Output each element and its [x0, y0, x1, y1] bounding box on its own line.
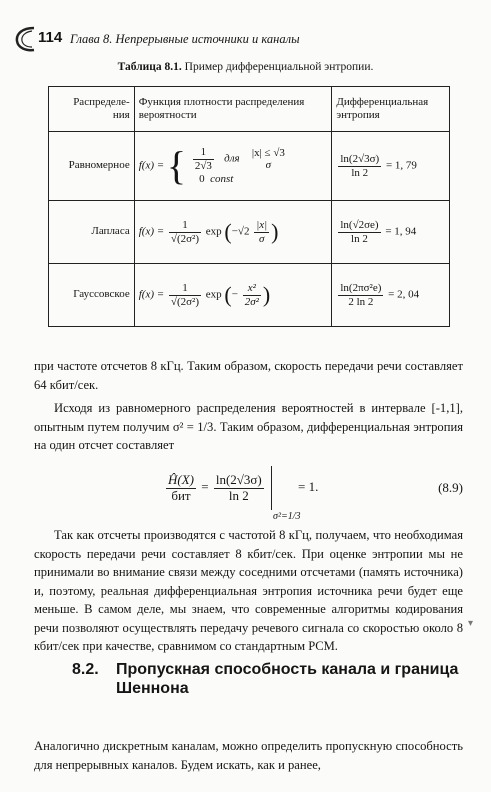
column-header-entropy: Дифференциальная энтропия [332, 87, 450, 132]
fraction [214, 473, 264, 504]
fraction [169, 282, 201, 308]
fraction [169, 219, 201, 245]
fraction-numerator: 1 [193, 146, 214, 160]
fraction-numerator: ln(√2σe) [340, 218, 379, 231]
table-caption-label: Таблица 8.1. [117, 61, 182, 73]
entropy-value: = 1, 94 [385, 225, 417, 238]
case-condition: const [210, 172, 234, 185]
exp-argument-prefix: − [231, 288, 238, 301]
density-case [191, 146, 289, 172]
distribution-name: Гауссовское [49, 264, 135, 327]
exp-argument-prefix: −√2 [231, 225, 250, 238]
fraction-numerator: Ĥ(X) [168, 471, 194, 487]
density-formula [134, 264, 332, 327]
fraction-denominator: 2σ² [244, 295, 259, 308]
distribution-name: Равномерное [49, 132, 135, 201]
fraction [254, 219, 269, 245]
exp-function: exp [205, 225, 222, 238]
fraction-numerator: |x| [256, 218, 268, 231]
fraction-denominator: 2 ln 2 [348, 295, 374, 308]
running-head: Глава 8. Непрерывные источники и каналы [70, 32, 300, 46]
left-brace: { [166, 143, 187, 188]
left-paren: ( [224, 218, 232, 244]
case-value: 0 [199, 172, 205, 185]
right-paren: ) [271, 218, 279, 244]
table-header-row [49, 87, 450, 132]
condition-denominator: σ [265, 159, 272, 172]
paragraph: Аналогично дискретным каналам, можно определить пропускную способность для непрерывных каналов. Будем искать, как и ранее, [34, 739, 463, 772]
right-paren: ) [262, 281, 271, 307]
page-number: 114 [38, 29, 63, 46]
table-row [49, 132, 450, 201]
fraction-denominator: σ [258, 232, 265, 245]
condition-fraction [250, 147, 287, 172]
equation-result: = 1. [298, 478, 319, 494]
condition-word: для [224, 152, 240, 165]
table-row [49, 201, 450, 264]
entropy-value: = 2, 04 [388, 288, 420, 301]
paragraph: Так как отсчеты производятся с частотой 8 кГц, получаем, что необходимая скорость передачи речи составляет 8 кбит/сек. При оценке энтропии мы не принимали во внимание связи между соседними отсчетами (память источника) и, поэтому, реальная дифференциальная энтропия источника речи будет еще меньше. В самом деле, мы знаем, что современные алгоритмы кодирования речи позволяют осуществлять передачу речевого сигнала со скоростью около 8 кбит/сек при качестве, сравнимом со стандартным PCM. [34, 528, 463, 653]
fraction-numerator: ln(2√3σ) [340, 152, 380, 165]
fraction-denominator: √(2σ²) [170, 232, 199, 245]
paragraph: Исходя из равномерного распределения вероятностей в интервале [-1,1], опытным путем получим σ² = 1/3. Таким образом, дифференциальная энтропия на один отсчет составляет [34, 401, 463, 452]
section-title: Пропускная способность канала и граница Шеннона [116, 661, 459, 697]
fraction [193, 146, 214, 172]
fraction-denominator: ln 2 [351, 166, 369, 179]
evaluation-bar [271, 466, 301, 522]
table-row [49, 264, 450, 327]
equation-body [164, 466, 319, 522]
fraction-denominator: ln 2 [228, 487, 249, 503]
evaluation-subscript: σ²=1/3 [273, 511, 301, 522]
column-header-distribution: Распределе- ния [49, 87, 135, 132]
density-formula [134, 201, 332, 264]
entropy-formula [332, 201, 450, 264]
equals-sign: = [201, 478, 209, 494]
fraction-numerator: ln(2√3σ) [215, 471, 262, 487]
entropy-formula [332, 132, 450, 201]
distribution-name: Лапласа [49, 201, 135, 264]
fraction-denominator: √(2σ²) [170, 295, 199, 308]
condition-text: |x| ≤ √3 [251, 146, 285, 159]
fraction [243, 282, 261, 308]
fraction-numerator: x² [243, 282, 261, 296]
left-paren: ( [224, 281, 232, 307]
section-number: 8.2. [72, 661, 99, 678]
density-lhs: f(x) = [138, 225, 165, 238]
density-cases [191, 146, 289, 185]
column-header-density: Функция плотности распределения вероятности [134, 87, 332, 132]
fraction-numerator: 1 [169, 282, 201, 296]
equation-number: (8.9) [438, 480, 463, 495]
density-lhs: f(x) = [138, 288, 165, 301]
fraction-numerator: 1 [169, 219, 201, 233]
fraction [166, 473, 196, 504]
entropy-value: = 1, 79 [385, 159, 417, 172]
table-caption [0, 61, 491, 73]
density-formula [134, 132, 332, 201]
fraction [338, 282, 383, 308]
entropy-formula [332, 264, 450, 327]
fraction-denominator: 2√3 [194, 159, 212, 172]
fraction [338, 153, 381, 179]
edge-mark: ▾ [467, 618, 473, 629]
fraction-denominator: бит [171, 487, 191, 503]
exp-function: exp [205, 288, 222, 301]
fraction [338, 219, 380, 245]
density-lhs: f(x) = [138, 159, 165, 172]
section-heading [72, 660, 462, 698]
table-caption-text: Пример дифференциальной энтропии. [184, 61, 374, 73]
page-header [14, 26, 477, 52]
density-case [191, 173, 289, 186]
entropy-table [48, 86, 450, 327]
fraction-denominator: ln 2 [351, 232, 368, 245]
fraction-numerator: ln(2πσ²e) [340, 281, 382, 294]
equation-8-9 [34, 466, 463, 522]
paragraph: при частоте отсчетов 8 кГц. Таким образом, скорость передачи речи составляет 64 кбит/сек. [34, 359, 463, 392]
